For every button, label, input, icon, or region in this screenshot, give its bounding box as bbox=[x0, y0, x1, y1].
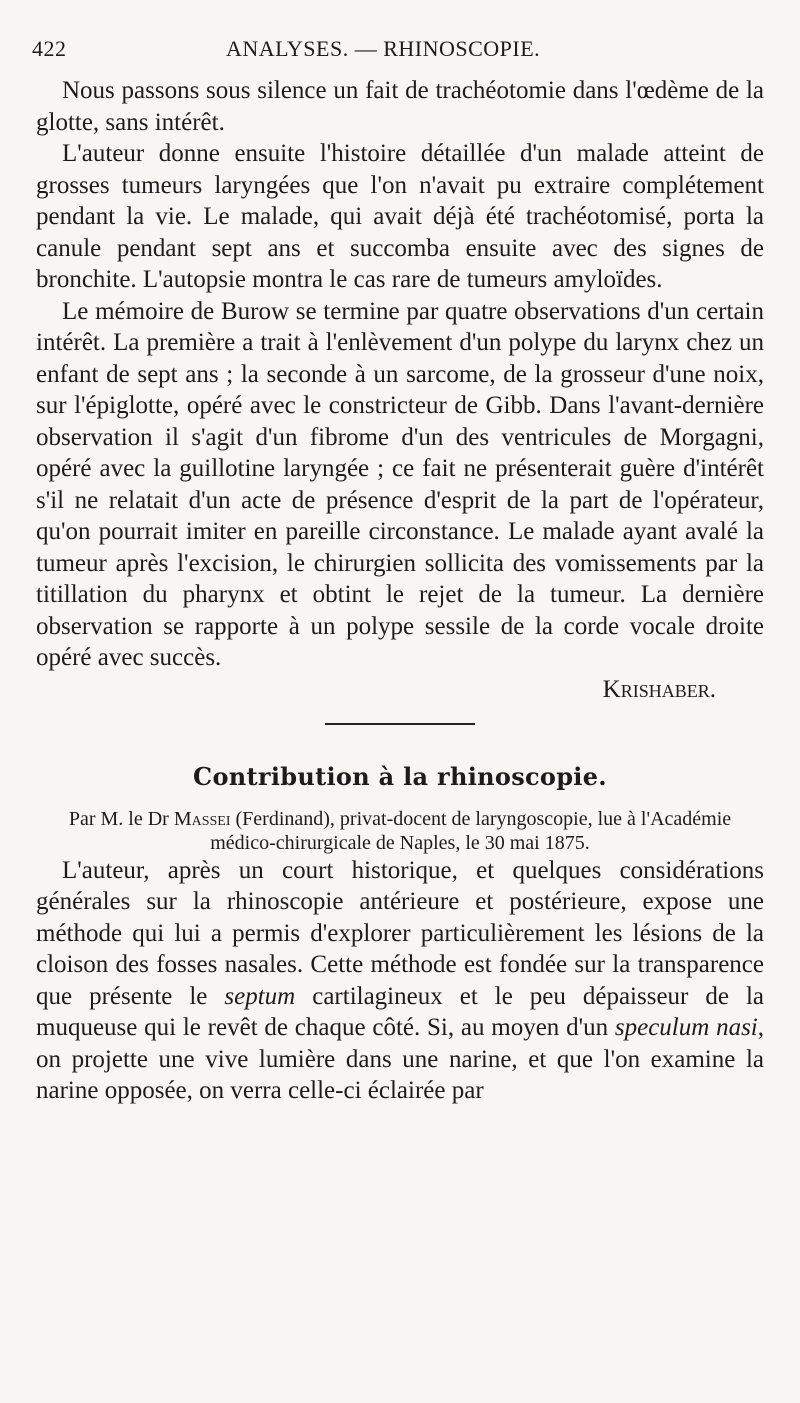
page-number: 422 bbox=[32, 36, 67, 61]
section-byline bbox=[36, 807, 764, 855]
paragraph-2: L'auteur donne ensuite l'histoire détaillée d'un malade atteint de grosses tumeurs laryngées que l'on n'avait pu extraire complétement pendant la vie. Le malade, qui avait déjà été trachéotomisé, porta la canule pendant sept ans et succomba ensuite avec des signes de bronchite. L'autopsie montra le cas rare de tumeurs amyloïdes. bbox=[36, 140, 764, 293]
running-title: ANALYSES. — RHINOSCOPIE. bbox=[226, 36, 541, 61]
paragraph-4-part-2: cartilagineux et le peu dépaisseur de la muqueuse qui le revêt de chaque côté. Si, au moyen d'un bbox=[36, 982, 764, 1041]
paragraph-1: Nous passons sous silence un fait de trachéotomie dans l'œdème de la glotte, sans intérêt. bbox=[36, 77, 764, 136]
paragraph-4-part-1: L'auteur, après un court historique, et quelques considérations générales sur la rhinoscopie antérieure et postérieure, expose une méthode qui lui a permis d'explorer particulièrement les lésions de la cloison des fosses nasales. Cette méthode est fondée sur la transparence que présente le bbox=[36, 856, 764, 1010]
page-body bbox=[36, 75, 764, 1107]
paragraph-4 bbox=[36, 855, 764, 1107]
section-divider bbox=[325, 723, 475, 725]
byline-rest: (Ferdinand), privat-docent de laryngoscopie, lue à l'Académie médico-chirurgicale de Naples, le 30 mai 1875. bbox=[210, 807, 732, 854]
paragraph-4-part-3: , on projette une vive lumière dans une narine, et que l'on examine la narine opposée, on verra celle-ci éclairée par bbox=[36, 1014, 764, 1104]
author-signature: Krishaber. bbox=[602, 675, 716, 703]
byline-prefix: Par M. le Dr bbox=[68, 807, 169, 830]
paragraph-4-italic-speculum: speculum nasi bbox=[614, 1014, 758, 1041]
byline-author: Massei bbox=[173, 807, 231, 830]
paragraph-4-italic-septum: septum bbox=[224, 982, 296, 1010]
paragraph-3: Le mémoire de Burow se termine par quatre observations d'un certain intérêt. La première a trait à l'enlèvement d'un polype du larynx chez un enfant de sept ans ; la seconde à un sarcome, de la grosseur d'une noix, sur l'épiglotte, opéré avec le constricteur de Gibb. Dans l'avant-dernière observation il s'agit d'un fibrome d'un des ventricules de Morgagni, opéré avec la guillotine laryngée ; ce fait ne présenterait guère d'intérêt s'il ne relatait d'un acte de présence d'esprit de la part de l'opérateur, qu'on pourrait imiter en pareille circonstance. Le malade ayant avalé la tumeur après l'excision, le chirurgien sollicita des vomissements par la titillation du pharynx et obtint le rejet de la tumeur. La dernière observation se rapporte à un polype sessile de la corde vocale droite opéré avec succès. bbox=[36, 297, 764, 671]
section-title: Contribution à la rhinoscopie. bbox=[193, 762, 607, 791]
